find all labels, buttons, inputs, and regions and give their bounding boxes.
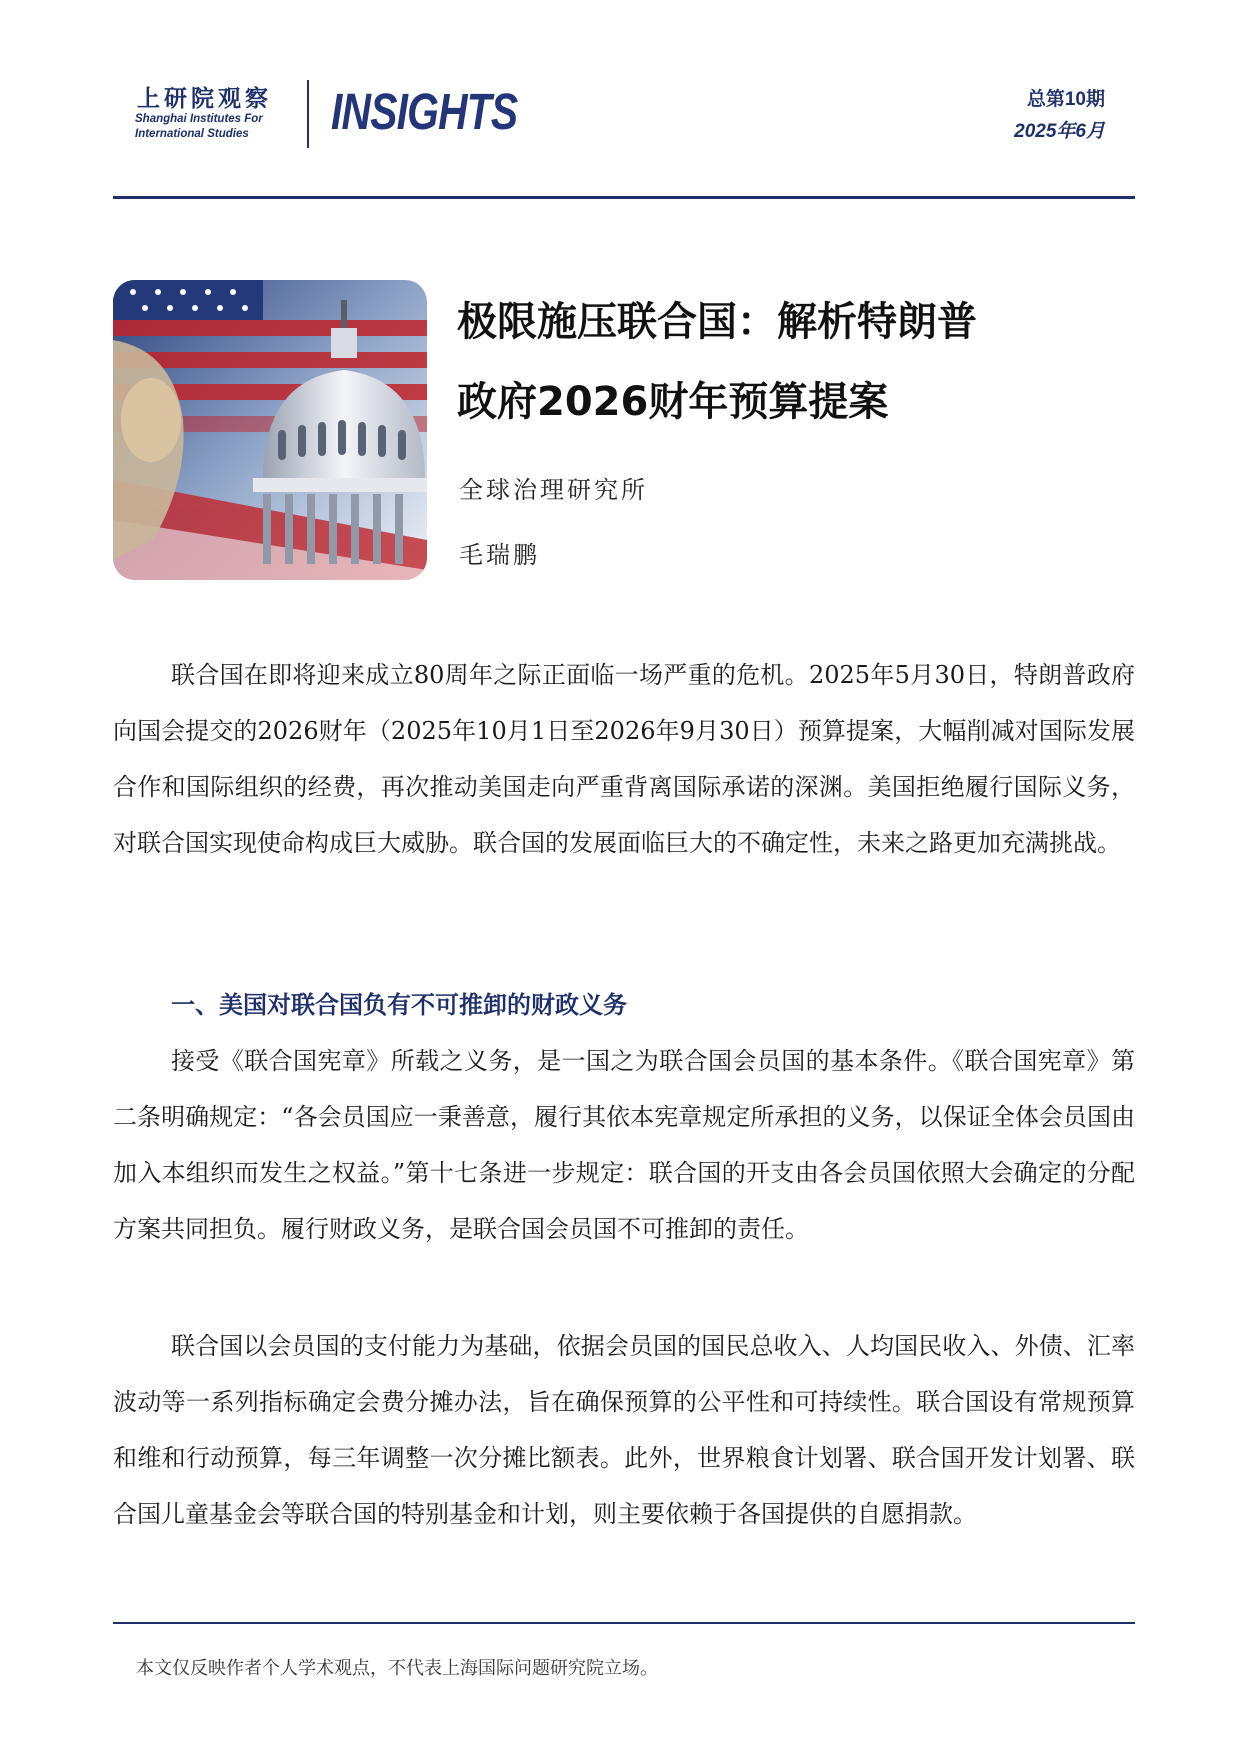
section1-paragraph-block-2: [113, 1318, 1135, 1542]
intro-paragraph-block: [113, 647, 1135, 871]
section1-paragraph-block-1: [113, 1033, 1135, 1257]
logo-english-line2: International Studies: [135, 128, 249, 140]
footer-rule: [113, 1622, 1135, 1624]
section1-paragraph-1: 接受《联合国宪章》所载之义务，是一国之为联合国会员国的基本条件。《联合国宪章》第二条明确规定：“各会员国应一秉善意，履行其依本宪章规定所承担的义务，以保证全体会员国由加入本组织而发生之权益。”第十七条进一步规定：联合国的开支由各会员国依照大会确定的分配方案共同担负。履行财政义务，是联合国会员国不可推卸的责任。: [113, 1047, 1135, 1243]
cover-image: [113, 280, 427, 580]
logo-chinese: 上研院观察: [137, 85, 272, 112]
page-header: [113, 70, 1135, 160]
issue-date: 2025年6月: [1014, 121, 1105, 142]
header-rule: [113, 196, 1135, 199]
issue-info: [1014, 84, 1105, 148]
title-line-1: 极限施压联合国：解析特朗普: [457, 299, 977, 345]
logo-divider: [307, 80, 309, 148]
issue-number: 总第10期: [1026, 89, 1105, 110]
footer-disclaimer: 本文仅反映作者个人学术观点，不代表上海国际问题研究院立场。: [136, 1658, 658, 1679]
series-title: INSIGHTS: [331, 83, 518, 140]
title-line-2: 政府2026财年预算提案: [457, 379, 889, 425]
capitol-flag-illustration: [113, 280, 427, 580]
article-title: [457, 282, 1147, 442]
section-heading: 一、美国对联合国负有不可推卸的财政义务: [171, 990, 627, 1019]
section1-paragraph-2: 联合国以会员国的支付能力为基础，依据会员国的国民总收入、人均国民收入、外债、汇率波动等一系列指标确定会费分摊办法，旨在确保预算的公平性和可持续性。联合国设有常规预算和维和行动预算，每三年调整一次分摊比额表。此外，世界粮食计划署、联合国开发计划署、联合国儿童基金会等联合国的特别基金和计划，则主要依赖于各国提供的自愿捐款。: [113, 1332, 1135, 1528]
institute-name: 全球治理研究所: [459, 476, 648, 504]
logo-english: [135, 112, 263, 142]
intro-paragraph: 联合国在即将迎来成立80周年之际正面临一场严重的危机。2025年5月30日，特朗普政府向国会提交的2026财年（2025年10月1日至2026年9月30日）预算提案，大幅削减对国际发展合作和国际组织的经费，再次推动美国走向严重背离国际承诺的深渊。美国拒绝履行国际义务，对联合国实现使命构成巨大威胁。联合国的发展面临巨大的不确定性，未来之路更加充满挑战。: [113, 661, 1135, 857]
author-name: 毛瑞鹏: [459, 541, 540, 569]
logo-english-line1: Shanghai Institutes For: [135, 113, 263, 125]
